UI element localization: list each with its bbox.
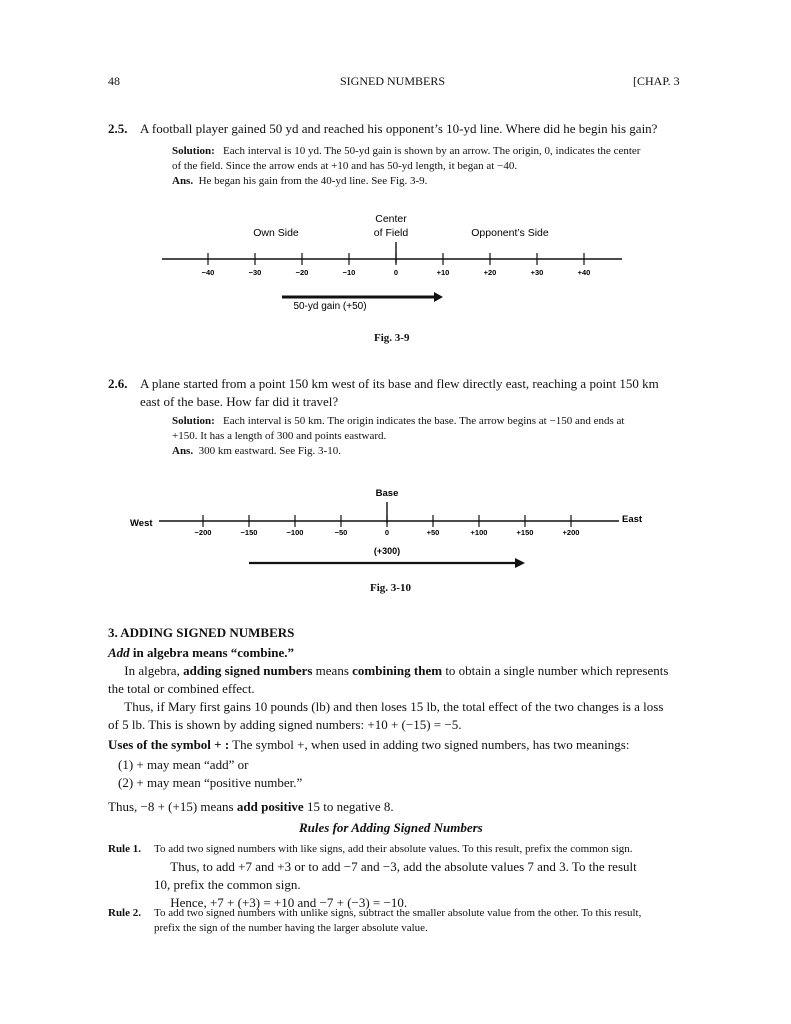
tick-marks bbox=[195, 515, 580, 537]
figure-caption: Fig. 3-9 bbox=[374, 332, 410, 344]
fig310-tick-label: 0 bbox=[384, 528, 390, 537]
tick-marks bbox=[202, 253, 591, 277]
travel-arrow-head bbox=[515, 558, 525, 568]
uses-of-symbol: Uses of the symbol + : The symbol +, when used in adding two signed numbers, has two meanings: bbox=[108, 737, 630, 752]
fig39-tick-label: +40 bbox=[577, 268, 591, 277]
rule-2-label: Rule 2. bbox=[108, 907, 141, 919]
problem-question: A plane started from a point 150 km west of its base and flew directly east, reaching a point 150 km east of the base. How far did it travel? bbox=[140, 376, 659, 409]
figure-caption: Fig. 3-10 bbox=[370, 582, 411, 594]
fig39-tick-label: 0 bbox=[393, 268, 399, 277]
fig310-tick-label: −100 bbox=[286, 528, 304, 537]
opponent-side-label: Opponent’s Side bbox=[471, 227, 549, 239]
problem-number: 2.5. bbox=[108, 121, 128, 136]
center-label-2: of Field bbox=[373, 227, 409, 239]
use-1: (1) + may mean “add” or bbox=[118, 757, 249, 772]
section-heading: 3. ADDING SIGNED NUMBERS bbox=[108, 625, 295, 640]
fig310-tick-label: +50 bbox=[426, 528, 440, 537]
rule-1-label: Rule 1. bbox=[108, 843, 141, 855]
solution-text: Solution: Each interval is 10 yd. The 50-yd gain is shown by an arrow. The origin, 0, indicates the center of the field. Since the arrow ends at +10 and has 50-yd length, it began at −40. Ans. He began his gain from the 40-yd line. See Fig. 3-9. bbox=[172, 145, 641, 187]
figure-3-10 bbox=[125, 482, 655, 572]
problem-question: A football player gained 50 yd and reached his opponent’s 10-yd line. Where did he begin his gain? bbox=[140, 121, 658, 136]
fig39-tick-label: +20 bbox=[483, 268, 497, 277]
fig310-tick-label: −150 bbox=[240, 528, 258, 537]
fig39-tick-label: −10 bbox=[342, 268, 356, 277]
paragraph-2: Thus, if Mary first gains 10 pounds (lb) and then loses 15 lb, the total effect of the two changes is a loss of 5 lb. This is shown by adding signed numbers: +10 + (−15) = −5. bbox=[108, 699, 664, 732]
thus-line: Thus, −8 + (+15) means add positive 15 to negative 8. bbox=[108, 799, 394, 814]
center-label-1: Center bbox=[375, 213, 407, 225]
paragraph-1: In algebra, adding signed numbers means combining them to obtain a single number which represents the total or combined effect. bbox=[108, 663, 669, 696]
solution-text: Solution: Each interval is 50 km. The origin indicates the base. The arrow begins at −150 and ends at +150. It has a length of 300 and points eastward. Ans. 300 km eastward. See Fig. 3-10. bbox=[172, 415, 625, 457]
problem-number: 2.6. bbox=[108, 376, 128, 391]
own-side-label: Own Side bbox=[253, 227, 299, 239]
fig310-tick-label: +200 bbox=[562, 528, 580, 537]
chapter-label: [CHAP. 3 bbox=[633, 74, 680, 88]
running-title: SIGNED NUMBERS bbox=[340, 74, 446, 88]
fig310-tick-label: +150 bbox=[516, 528, 534, 537]
gain-arrow-label: 50-yd gain (+50) bbox=[293, 301, 367, 312]
figure-3-9 bbox=[150, 205, 640, 325]
fig39-tick-label: −30 bbox=[248, 268, 262, 277]
fig310-tick-label: −50 bbox=[334, 528, 348, 537]
rule-1-text: To add two signed numbers with like signs, add their absolute values. To this result, prefix the common sign. bbox=[154, 843, 633, 855]
fig39-tick-label: −20 bbox=[295, 268, 309, 277]
east-label: East bbox=[622, 514, 643, 525]
rules-title: Rules for Adding Signed Numbers bbox=[299, 820, 483, 835]
rule-1-example: Thus, to add +7 and +3 or to add −7 and −3, add the absolute values 7 and 3. To the result 10, prefix the common sign. Hence, +7 + (+3) = +10 and −7 + (−3) = −10. bbox=[154, 859, 637, 910]
west-label: West bbox=[130, 518, 153, 529]
fig310-tick-label: +100 bbox=[470, 528, 488, 537]
rule-2-text: To add two signed numbers with unlike signs, subtract the smaller absolute value from the other. To this result, prefix the sign of the number having the larger absolute value. bbox=[154, 907, 642, 934]
page-number: 48 bbox=[108, 74, 120, 88]
base-label: Base bbox=[375, 488, 399, 499]
fig39-tick-label: +10 bbox=[436, 268, 450, 277]
fig39-tick-label: +30 bbox=[530, 268, 544, 277]
travel-arrow-label: (+300) bbox=[373, 546, 401, 556]
gain-arrow-head bbox=[434, 292, 443, 302]
fig39-tick-label: −40 bbox=[201, 268, 215, 277]
use-2: (2) + may mean “positive number.” bbox=[118, 775, 303, 790]
add-intro: Add in algebra means “combine.” bbox=[108, 645, 294, 660]
fig310-tick-label: −200 bbox=[194, 528, 212, 537]
